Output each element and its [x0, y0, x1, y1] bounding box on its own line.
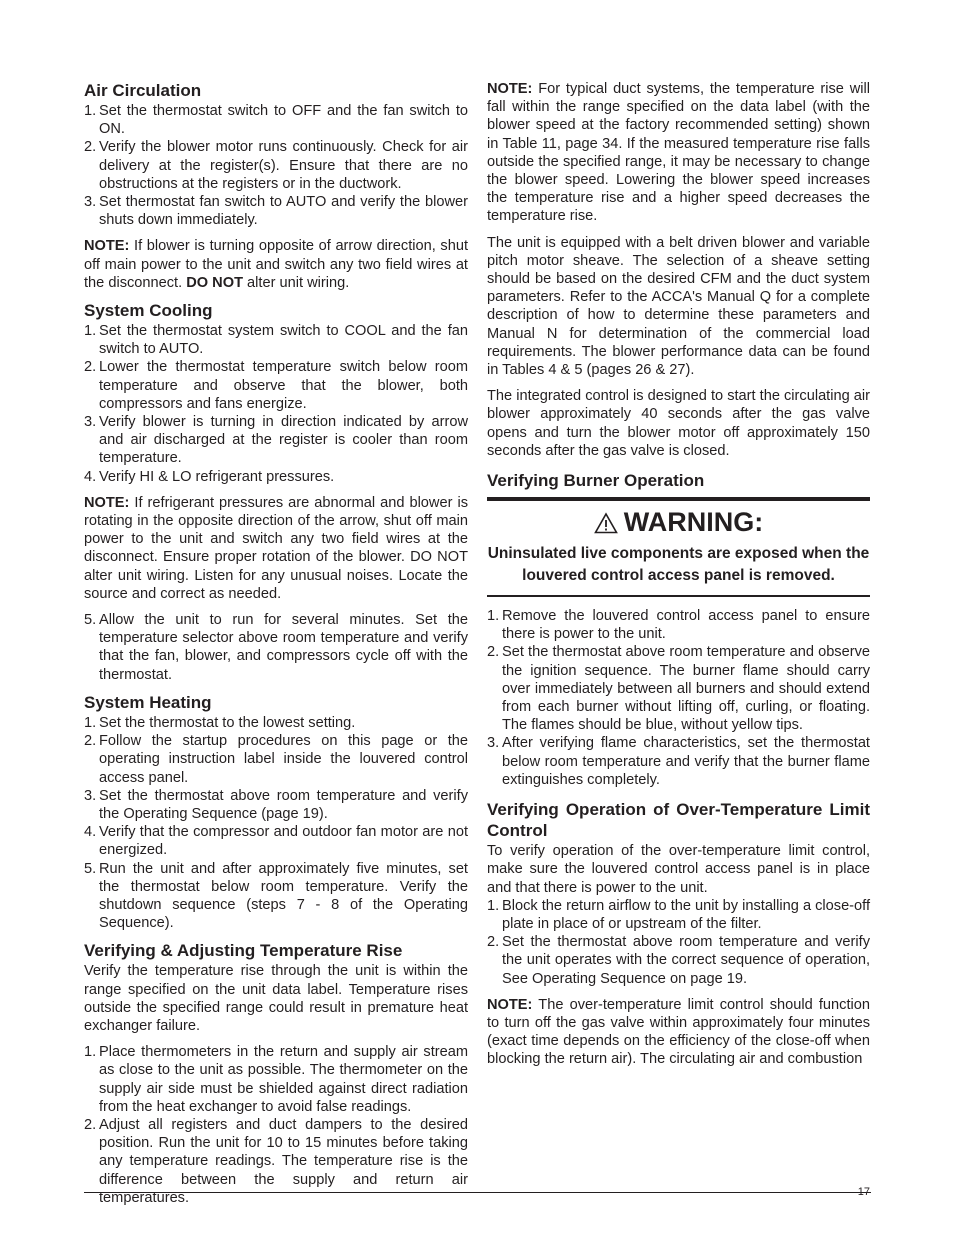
system-heating-steps: [84, 714, 468, 932]
warning-box: [487, 497, 870, 597]
list-item: 2. Adjust all registers and duct dampers to the desired position. Run the unit for 10 to 15 minutes before taking any temperature readings. The temperature rise is the difference between the supply and return air temperatures.: [84, 1116, 468, 1206]
list-item: 3. Set thermostat fan switch to AUTO and verify the blower shuts down immediately.: [84, 194, 468, 229]
warning-title: WARNING:: [487, 505, 870, 539]
system-cooling-note: NOTE: If refrigerant pressures are abnormal and blower is rotating in the opposite direction of the arrow, shut off main power to the unit and switch any two field wires at the disconnect. Ensure proper rotation of the blower. DO NOT alter unit wiring. Listen for any unusual noises. Locate the source and correct as needed.: [84, 494, 468, 602]
system-cooling-steps: [84, 322, 468, 486]
list-item: 3. Verify blower is turning in direction indicated by arrow and air discharged at the register is cooler than room temperature.: [84, 414, 468, 467]
right-column: [487, 80, 870, 1077]
air-circulation-steps: [84, 102, 468, 229]
list-item: 3. Set the thermostat above room temperature and verify the Operating Sequence (page 19).: [84, 787, 468, 822]
list-item: 1. Set the thermostat to the lowest setting.: [84, 714, 356, 731]
footer-rule: [84, 1192, 871, 1193]
system-cooling-step-5: [84, 611, 468, 684]
temperature-rise-note: NOTE: For typical duct systems, the temperature rise will fall within the range specified on the data label (with the blower speed at the factory recommended setting) shown in Table 11, page 34. If the measured temperature rise falls outside the specified range, it may be necessary to change the blower speed. Lowering the blower speed increases the temperature rise and a higher speed decreases the temperature rise.: [487, 81, 870, 225]
air-circulation-note: NOTE: If blower is turning opposite of arrow direction, shut off main power to the unit and switch any two field wires at the disconnect. DO NOT alter unit wiring.: [84, 238, 468, 291]
burner-operation-steps: [487, 607, 870, 789]
list-item: 5. Allow the unit to run for several minutes. Set the temperature selector above room temperature and verify that the fan, blower, and compressors cycle off with the thermostat.: [84, 612, 468, 683]
list-item: 1. Set the thermostat switch to OFF and the fan switch to ON.: [84, 103, 468, 138]
section-title-system-cooling: System Cooling: [84, 301, 213, 321]
section-title-over-temperature: Verifying Operation of Over-Temperature Limit Control: [487, 800, 870, 841]
list-item: 1. Remove the louvered control access panel to ensure there is power to the unit.: [487, 608, 870, 643]
list-item: 4. Verify that the compressor and outdoor fan motor are not energized.: [84, 824, 468, 859]
section-title-burner-operation: Verifying Burner Operation: [487, 471, 705, 491]
list-item: 4. Verify HI & LO refrigerant pressures.: [84, 468, 335, 485]
temperature-rise-steps: [84, 1043, 468, 1207]
warning-text: Uninsulated live components are exposed when the louvered control access panel is removed.: [487, 545, 870, 585]
list-item: 1. Set the thermostat system switch to COOL and the fan switch to AUTO.: [84, 323, 468, 358]
left-column: [84, 80, 468, 1215]
over-temperature-note: NOTE: The over-temperature limit control should function to turn off the gas valve within approximately four minutes (exact time depends on the efficiency of the close-off when blocking the return air). The circulating air and combustion: [487, 996, 870, 1068]
list-item: 1. Place thermometers in the return and supply air stream as close to the unit as possible. The thermometer on the supply air side must be shielded against direct radiation from the heat exchanger to avoid false readings.: [84, 1044, 468, 1115]
list-item: 5. Run the unit and after approximately five minutes, set the thermostat below room temperature. Verify the shutdown sequence (steps 7 - 8 of the Operating Sequence).: [84, 860, 468, 932]
list-item: 2. Lower the thermostat temperature switch below room temperature and observe that the blower, both compressors and fans energize.: [84, 359, 468, 412]
list-item: 1. Block the return airflow to the unit by installing a close-off plate in place of or upstream of the filter.: [487, 897, 871, 932]
integrated-control-paragraph: The integrated control is designed to start the circulating air blower approximately 40 seconds after the gas valve opens and turn the blower motor off approximately 150 seconds after the gas valve is closed.: [487, 388, 870, 459]
list-item: 2. Set the thermostat above room temperature and observe the ignition sequence. The burner flame should carry over immediately between all burners and should extend from each burner without lifting off, curling, or floating. The flames should be blue, without yellow tips.: [487, 644, 870, 734]
over-temperature-steps: [487, 897, 870, 988]
temperature-rise-intro: Verify the temperature rise through the unit is within the range specified on the unit data label. Temperature rises outside the specified range could result in premature heat exchanger failure.: [84, 963, 468, 1034]
warning-triangle-icon: [594, 512, 618, 534]
section-title-air-circulation: Air Circulation: [84, 81, 202, 100]
over-temperature-intro: To verify operation of the over-temperature limit control, make sure the louvered control access panel is in place and that there is power to the unit.: [487, 843, 870, 896]
page-number: 17: [857, 1186, 870, 1198]
list-item: 2. Verify the blower motor runs continuously. Check for air delivery at the register(s). Ensure that there are no obstructions at the registers or in the ductwork.: [84, 139, 468, 192]
list-item: 2. Set the thermostat above room temperature and verify the unit operates with the correct sequence of operation, See Operating Sequence on page 19.: [487, 934, 870, 987]
list-item: 3. After verifying flame characteristics, set the thermostat below room temperature and verify that the burner flame extinguishes completely.: [487, 735, 870, 788]
section-title-temperature-rise: Verifying & Adjusting Temperature Rise: [84, 941, 403, 961]
blower-sheave-paragraph: The unit is equipped with a belt driven blower and variable pitch motor sheave. The selection of a sheave setting should be based on the desired CFM and the duct system parameters. Refer to the ACCA's Manual Q for a complete description of how to determine these parameters and Manual N for determination of the commercial load requirements. The blower performance data can be found in Tables 4 & 5 (pages 26 & 27).: [487, 234, 870, 379]
section-title-system-heating: System Heating: [84, 692, 212, 712]
list-item: 2. Follow the startup procedures on this page or the operating instruction label inside the louvered control access panel.: [84, 733, 468, 786]
